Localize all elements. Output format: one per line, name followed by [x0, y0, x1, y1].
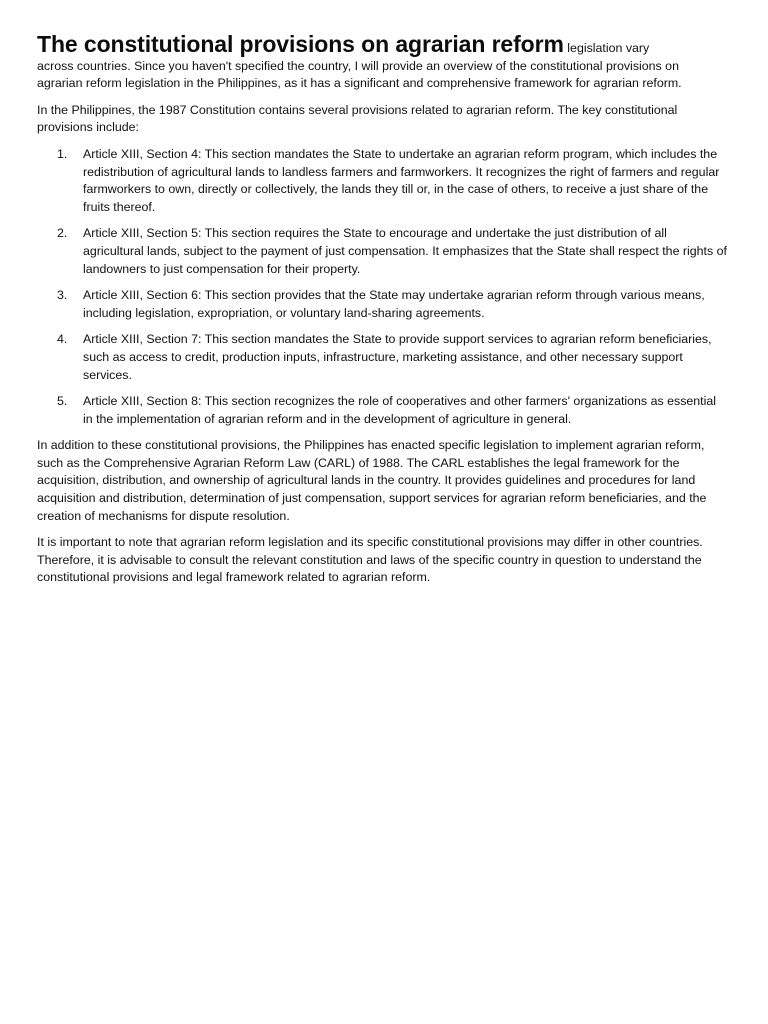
intro-paragraph: across countries. Since you haven't specified the country, I will provide an overview of the constitutional provisions on agrarian reform legislation in the Philippines, as it has a significant and comprehensive framework for agrarian reform.: [37, 58, 682, 91]
list-item-text: Article XIII, Section 4: This section mandates the State to undertake an agrarian reform program, which includes the redistribution of agricultural lands to landless farmers and farmworkers. It recognizes the right of farmers and regular farmworkers to own, directly or collectively, the lands they till or, in the case of others, to receive a just share of the fruits thereof.: [83, 146, 720, 214]
list-item-number: 5.: [57, 394, 68, 409]
closing-paragraph: It is important to note that agrarian reform legislation and its specific constitutional provisions may differ in other countries. Therefore, it is advisable to consult the relevant constitution and laws of the specific country in question to understand the constitutional provisions and legal framework related to agrarian reform.: [37, 535, 703, 585]
list-item: [37, 146, 727, 216]
lead-paragraph: In the Philippines, the 1987 Constitution contains several provisions related to agrarian reform. The key constitutional provisions include:: [37, 102, 678, 135]
list-item-number: 3.: [57, 288, 68, 303]
list-item-number: 1.: [57, 146, 68, 161]
list-item-text: Article XIII, Section 8: This section recognizes the role of cooperatives and other farmers' organizations as essential in the implementation of agrarian reform and in the development of agriculture in general.: [83, 394, 717, 426]
list-item-number: 2.: [57, 226, 68, 241]
list-item: [37, 287, 727, 322]
document-title: The constitutional provisions on agrarian reform: [37, 31, 564, 57]
list-item-text: Article XIII, Section 7: This section mandates the State to provide support services to agrarian reform beneficiaries, such as access to credit, production inputs, infrastructure, marketing assistance, and other necessary support services.: [83, 332, 712, 382]
list-item-number: 4.: [57, 332, 68, 347]
list-item: [37, 331, 727, 384]
list-item-text: Article XIII, Section 5: This section requires the State to encourage and undertake the just distribution of all agricultural lands, subject to the payment of just compensation. It emphasizes that the State shall respect the rights of landowners to just compensation for their property.: [83, 226, 727, 276]
document-page: [37, 31, 727, 596]
list-item: [37, 393, 727, 428]
list-item-text: Article XIII, Section 6: This section provides that the State may undertake agrarian reform through various means, including legislation, expropriation, or voluntary land-sharing agreements.: [83, 288, 705, 320]
title-line: [37, 31, 727, 58]
legislation-paragraph: In addition to these constitutional provisions, the Philippines has enacted specific legislation to implement agrarian reform, such as the Comprehensive Agrarian Reform Law (CARL) of 1988. The CARL establishes the legal framework for the acquisition, distribution, and ownership of agricultural lands in the country. It provides guidelines and procedures for land acquisition and distribution, determination of just compensation, support services for agrarian reform beneficiaries, and the creation of mechanisms for dispute resolution.: [37, 438, 707, 523]
list-item: [37, 225, 727, 278]
title-continuation: legislation vary: [567, 41, 650, 55]
provisions-list: [37, 146, 727, 428]
